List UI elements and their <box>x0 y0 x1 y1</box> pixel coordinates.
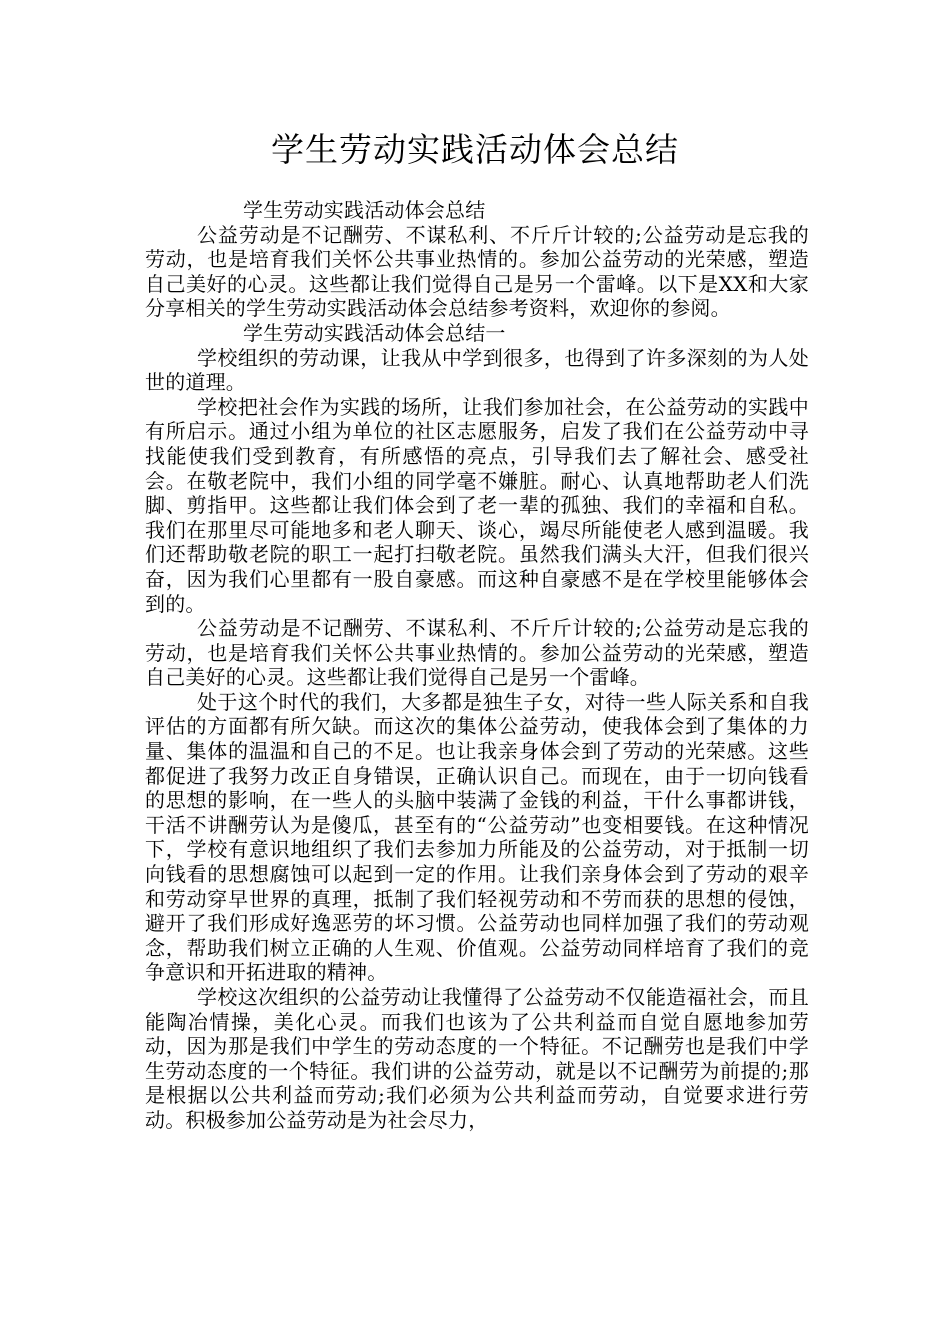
document-subtitle: 学生劳动实践活动体会总结 <box>243 198 486 222</box>
body-paragraph: 处于这个时代的我们，大多都是独生子女，对待一些人际关系和自我评估的方面都有所欠缺。而这次的集体公益劳动，使我体会到了集体的力量、集体的温温和自己的不足。也让我亲身体会到了劳动的光荣感。这些都促进了我努力改正自身错误，正确认识自己。而现在，由于一切向钱看的思想的影响，在一些人的头脑中装满了金钱的利益，干什么事都讲钱，干活不讲酬劳认为是傻瓜，甚至有的“公益劳动”也变相要钱。在这种情况下，学校有意识地组织了我们去参加力所能及的公益劳动，对于抵制一切向钱看的思想腐蚀可以起到一定的作用。让我们亲身体会到了劳动的艰辛和劳动穿早世界的真理，抵制了我们轻视劳动和不劳而获的思想的侵蚀，避开了我们形成好逸恶劳的坏习惯。公益劳动也同样加强了我们的劳动观念，帮助我们树立正确的人生观、价值观。公益劳动同样培育了我们的竞争意识和开拓进取的精神。 <box>145 689 809 985</box>
document-body <box>145 198 809 1133</box>
document-title: 学生劳动实践活动体会总结 <box>271 130 679 169</box>
body-paragraph: 学校这次组织的公益劳动让我懂得了公益劳动不仅能造福社会，而且能陶冶情操，美化心灵。而我们也该为了公共利益而自觉自愿地参加劳动，因为那是我们中学生的劳动态度的一个特征。不记酬劳也是我们中学生劳动态度的一个特征。我们讲的公益劳动，就是以不记酬劳为前提的;那是根据以公共利益而劳动;我们必须为公共利益而劳动，自觉要求进行劳动。积极参加公益劳动是为社会尽力， <box>145 985 809 1132</box>
section-heading: 学生劳动实践活动体会总结一 <box>243 320 506 345</box>
body-paragraph: 学校组织的劳动课，让我从中学到很多，也得到了许多深刻的为人处世的道理。 <box>145 345 809 395</box>
body-paragraph: 公益劳动是不记酬劳、不谋私利、不斤斤计较的;公益劳动是忘我的劳动，也是培育我们关怀公共事业热情的。参加公益劳动的光荣感，塑造自己美好的心灵。这些都让我们觉得自己是另一个雷峰。 <box>145 616 809 690</box>
body-paragraph: 学校把社会作为实践的场所，让我们参加社会，在公益劳动的实践中有所启示。通过小组为单位的社区志愿服务，启发了我们在公益劳动中寻找能使我们受到教育，有所感悟的亮点，引导我们去了解社会、感受社会。在敬老院中，我们小组的同学毫不嫌脏。耐心、认真地帮助老人们洗脚、剪指甲。这些都让我们体会到了老一辈的孤独、我们的幸福和自私。我们在那里尽可能地多和老人聊天、谈心，竭尽所能使老人感到温暖。我们还帮助敬老院的职工一起打扫敬老院。虽然我们满头大汗，但我们很兴奋，因为我们心里都有一股自豪感。而这种自豪感不是在学校里能够体会到的。 <box>145 394 809 616</box>
intro-paragraph: 公益劳动是不记酬劳、不谋私利、不斤斤计较的;公益劳动是忘我的劳动，也是培育我们关怀公共事业热情的。参加公益劳动的光荣感，塑造自己美好的心灵。这些都让我们觉得自己是另一个雷峰。以下是XX和大家分享相关的学生劳动实践活动体会总结参考资料，欢迎你的参阅。 <box>145 222 809 321</box>
